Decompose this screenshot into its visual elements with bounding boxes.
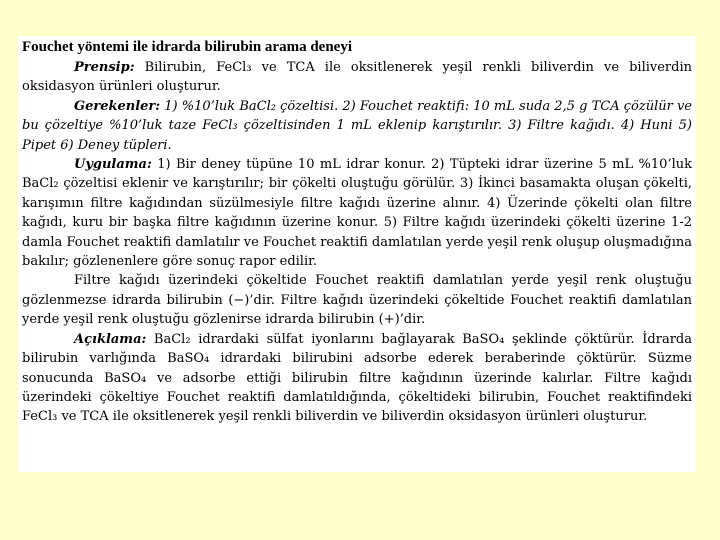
aciklama-text: BaCl₂ idrardaki sülfat iyonlarını bağlayarak BaSO₄ şeklinde çöktürür. İdrarda bilirubin varlığında BaSO₄ idrardaki bilirubini adsorbe ederek beraberinde çöktürür. Süzme sonucunda BaSO₄ ve adsorbe ettiği bilirubin filtre kağıdının üzerinde kalırlar. Filtre kağıdı üzerindeki çökeltiye Fouchet reaktifi damlatıldığında, çökeltideki bilirubin, Fouchet reaktifindeki FeCl₃ ve TCA ile oksitlenerek yeşil renkli biliverdin ve biliverdin oksidasyon ürünleri oluşturur. (22, 331, 692, 425)
aciklama-label: Açıklama: (74, 331, 147, 347)
uygulama-label: Uygulama: (74, 157, 152, 173)
document-title: Fouchet yöntemi ile idrarda bilirubin arama deneyi (22, 39, 352, 55)
sonuc-text: Filtre kağıdı üzerindeki çökeltide Fouchet reaktifi damlatılan yerde yeşil renk oluştuğu gözlenmezse idrarda bilirubin (−)’dir. Filtre kağıdı üzerindeki çökeltide Fouchet reaktifi damlatılan yerde yeşil renk oluştuğu gözlenirse idrarda bilirubin (+)’dir. (22, 273, 692, 328)
gerekenler-paragraph (22, 97, 692, 155)
uygulama-text: 1) Bir deney tüpüne 10 mL idrar konur. 2) Tüpteki idrar üzerine 5 mL %10’luk BaCl₂ çözeltisi eklenir ve karıştırılır; bir çökelti oluştuğu görülür. 3) İkinci basamakta oluşan çökelti, karışımın filtre kağıdından süzülmesiyle filtre kağıdı üzerine alınır. 4) Üzerinde çökelti olan filtre kağıdı, kuru bir başka filtre kağıdının üzerine konur. 5) Filtre kağıdı üzerindeki çökelti üzerine 1-2 damla Fouchet reaktifi damlatılır ve Fouchet reaktifi damlatılan yerde yeşil renk oluşup oluşmadığına bakılır; gözlenenlere göre sonuç rapor edilir. (22, 157, 692, 270)
gerekenler-label: Gerekenler: (74, 98, 161, 114)
prensip-paragraph (22, 58, 692, 97)
document-page (18, 36, 696, 472)
prensip-text: Bilirubin, FeCl₃ ve TCA ile oksitlenerek yeşil renkli biliverdin ve biliverdin oksidasyon ürünleri oluşturur. (22, 60, 692, 95)
gerekenler-text: 1) %10’luk BaCl₂ çözeltisi. 2) Fouchet reaktifi: 10 mL suda 2,5 g TCA çözülür ve bu çözeltiye %10’luk taze FeCl₃ çözeltisinden 1 mL eklenip karıştırılır. 3) Filtre kağıdı. 4) Huni 5) Pipet 6) Deney tüpleri. (22, 98, 692, 153)
sonuc-paragraph (22, 271, 692, 329)
prensip-label: Prensip: (74, 60, 135, 75)
uygulama-paragraph (22, 155, 692, 271)
aciklama-paragraph (22, 330, 692, 427)
